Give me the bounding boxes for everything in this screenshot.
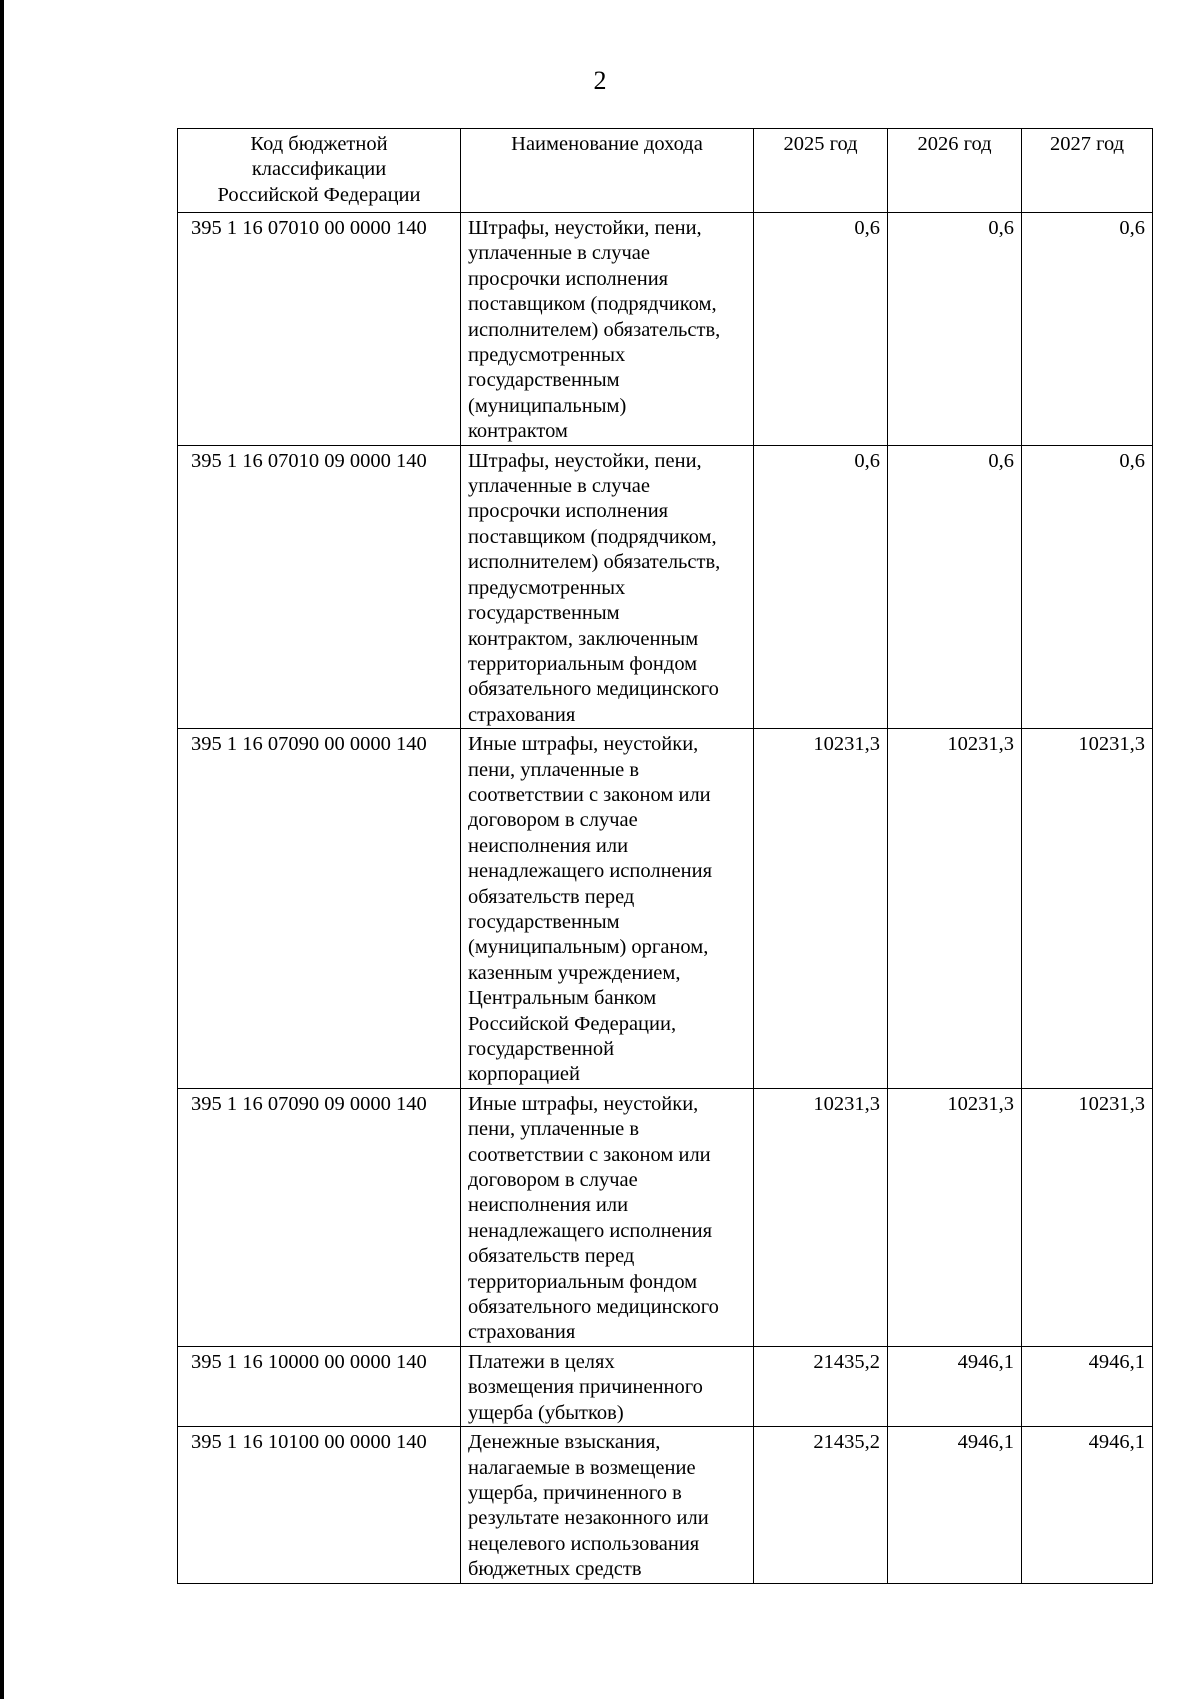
revenue-name-line: (муниципальным) [468,394,627,417]
revenue-name-line: пени, уплаченные в [468,1118,640,1141]
amount-2026-cell: 4946,1 [888,1346,1022,1426]
revenue-name-line: территориальным фондом [468,652,698,675]
amount-2025-cell: 10231,3 [754,1088,888,1346]
revenue-name-line: результате незаконного или [468,1507,709,1530]
amount-2025-cell: 21435,2 [754,1346,888,1426]
table-row [178,1346,1153,1426]
revenue-name-line: корпорацией [468,1063,580,1086]
table-row [178,1088,1153,1346]
budget-revenue-table [177,128,1153,1584]
revenue-name-line: государственным [468,602,620,625]
revenue-name-line: договором в случае [468,809,638,832]
table-row [178,1427,1153,1583]
revenue-name-line: нецелевого использования [468,1532,700,1555]
revenue-name-line: поставщиком (подрядчиком, [468,525,717,548]
revenue-name-line: пени, уплаченные в [468,758,640,781]
amount-2027-cell: 10231,3 [1022,729,1153,1089]
revenue-name-line: Денежные взыскания, [468,1431,661,1454]
header-text-line: 2027 год [1049,133,1125,155]
table-body [178,213,1153,1584]
revenue-name-line: страхования [468,1321,576,1344]
revenue-name-line: ненадлежащего исполнения [468,1219,713,1242]
amount-2025-cell: 10231,3 [754,729,888,1089]
budget-code-cell: 395 1 16 07090 09 0000 140 [178,1088,461,1346]
amount-2025-cell: 0,6 [754,445,888,728]
revenue-name-line: возмещения причиненного [468,1376,703,1399]
revenue-name-line: Платежи в целях [468,1350,615,1373]
amount-2026-cell: 10231,3 [888,729,1022,1089]
amount-2026-cell: 0,6 [888,445,1022,728]
header-year-2025 [754,129,888,213]
header-text-line: Российской Федерации [217,183,421,206]
revenue-name-line: обязательного медицинского [468,1296,719,1319]
table-row [178,729,1153,1089]
header-budget-code [178,129,461,213]
budget-code-cell: 395 1 16 07090 00 0000 140 [178,729,461,1089]
revenue-name-line: предусмотренных [468,344,626,367]
revenue-name-line: обязательств перед [468,885,635,908]
amount-2026-cell: 10231,3 [888,1088,1022,1346]
header-text-line: Код бюджетной [250,133,388,155]
header-text-line: классификации [251,158,387,181]
revenue-name-line: неисполнения или [468,834,629,857]
table-row [178,445,1153,728]
revenue-name-line: Штрафы, неустойки, пени, [468,449,702,472]
revenue-name-line: обязательного медицинского [468,678,719,701]
amount-2027-cell: 4946,1 [1022,1346,1153,1426]
revenue-name-line: неисполнения или [468,1194,629,1217]
revenue-name-line: государственной [468,1038,615,1060]
header-year-2027 [1022,129,1153,213]
revenue-name-line: казенным учреждением, [468,961,681,984]
amount-2027-cell: 4946,1 [1022,1427,1153,1583]
amount-2025-cell: 0,6 [754,213,888,446]
revenue-name-cell [461,1427,754,1583]
header-text-line: 2025 год [783,133,858,155]
revenue-name-line: бюджетных средств [468,1558,642,1581]
revenue-name-line: ущерба, причиненного в [468,1481,682,1504]
revenue-name-line: Центральным банком [468,987,657,1010]
revenue-name-line: страхования [468,703,576,726]
revenue-name-line: предусмотренных [468,576,626,599]
amount-2027-cell: 0,6 [1022,213,1153,446]
revenue-name-line: Иные штрафы, неустойки, [468,733,699,756]
revenue-name-line: договором в случае [468,1169,638,1192]
revenue-name-line: просрочки исполнения [468,500,669,523]
revenue-name-cell [461,1346,754,1426]
revenue-name-line: обязательств перед [468,1245,635,1268]
revenue-name-line: контрактом [468,420,568,443]
page-number: 2 [593,66,607,95]
revenue-name-line: уплаченные в случае [468,242,650,265]
revenue-name-cell [461,213,754,446]
revenue-name-cell [461,1088,754,1346]
amount-2027-cell: 10231,3 [1022,1088,1153,1346]
header-text-line: 2026 год [917,133,992,155]
amount-2025-cell: 21435,2 [754,1427,888,1583]
revenue-name-line: Иные штрафы, неустойки, [468,1092,699,1115]
revenue-name-line: ущерба (убытков) [468,1401,624,1424]
scan-edge-border [0,0,4,1699]
header-year-2026 [888,129,1022,213]
table-row [178,213,1153,446]
revenue-name-line: исполнителем) обязательств, [468,551,721,574]
revenue-name-line: ненадлежащего исполнения [468,860,713,883]
amount-2027-cell: 0,6 [1022,445,1153,728]
revenue-name-line: Штрафы, неустойки, пени, [468,217,702,239]
amount-2026-cell: 0,6 [888,213,1022,446]
revenue-name-line: государственным [468,369,620,392]
revenue-name-cell [461,445,754,728]
budget-code-cell: 395 1 16 07010 00 0000 140 [178,213,461,446]
revenue-name-line: (муниципальным) органом, [468,936,709,959]
revenue-name-line: соответствии с законом или [468,783,711,806]
revenue-name-line: налагаемые в возмещение [468,1456,696,1479]
revenue-name-line: государственным [468,910,620,933]
header-text-line: Наименование дохода [511,133,703,155]
budget-code-cell: 395 1 16 10100 00 0000 140 [178,1427,461,1583]
revenue-name-line: контрактом, заключенным [468,627,699,650]
revenue-name-line: исполнителем) обязательств, [468,318,721,341]
header-revenue-name [461,129,754,213]
revenue-name-line: территориальным фондом [468,1270,698,1293]
revenue-name-line: поставщиком (подрядчиком, [468,293,717,316]
revenue-name-line: уплаченные в случае [468,475,650,498]
budget-code-cell: 395 1 16 10000 00 0000 140 [178,1346,461,1426]
revenue-name-line: соответствии с законом или [468,1143,711,1166]
revenue-name-cell [461,729,754,1089]
revenue-name-line: просрочки исполнения [468,267,669,290]
amount-2026-cell: 4946,1 [888,1427,1022,1583]
table-header-row [178,129,1153,213]
revenue-name-line: Российской Федерации, [468,1012,677,1035]
budget-code-cell: 395 1 16 07010 09 0000 140 [178,445,461,728]
